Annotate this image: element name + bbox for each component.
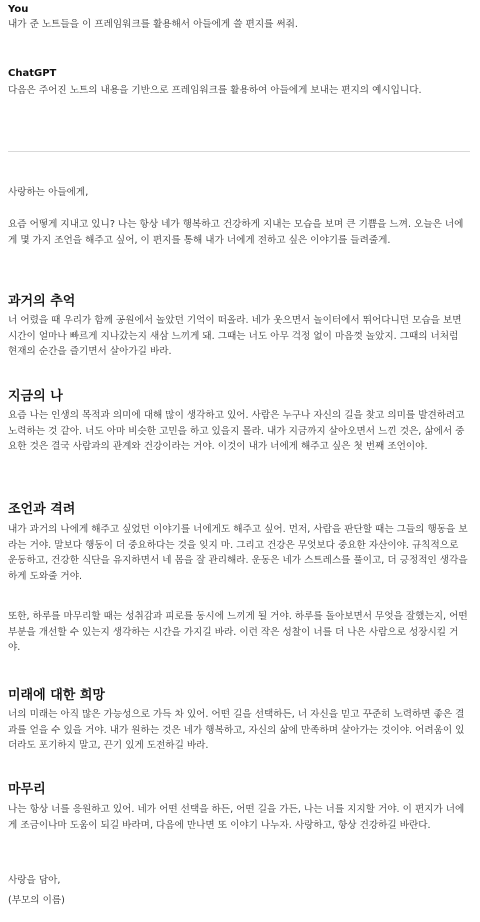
section-body-present: 요즘 나는 인생의 목적과 의미에 대해 많이 생각하고 있어. 사람은 누구나 자신의 길을 찾고 의미를 발견하려고 노력하는 것 같아. 너도 아마 비슷한 고민을 하고 있을지 몰라. 내가 지금까지 살아오면서 느낀 것은, 삶에서 중요한 것은 결국 사람과의 관계와 건강이라는 거야. 이것이 내가 너에게 해주고 싶은 첫 번째 조언이야.	[8, 410, 465, 452]
letter-greeting: 사랑하는 아들에게,	[8, 187, 89, 198]
section-body-closing: 나는 항상 너를 응원하고 있어. 네가 어떤 선택을 하든, 어떤 길을 가든, 나는 너를 지지할 거야. 이 편지가 너에게 조금이나마 도움이 되길 바라며, 다음에 만나면 또 이야기 나누자. 사랑하고, 항상 건강하길 바란다.	[8, 804, 465, 831]
assistant-message	[8, 68, 470, 99]
section-title-past: 과거의 추억	[8, 294, 76, 309]
section-body-advice-2: 또한, 하루를 마무리할 때는 성취감과 피로를 동시에 느끼게 될 거야. 하루를 돌아보면서 무엇을 잘했는지, 어떤 부분을 개선할 수 있는지 생각하는 시간을 가지길 바라. 이런 작은 성찰이 너를 더 나은 사람으로 성장시킬 거야.	[8, 611, 468, 653]
user-message	[8, 4, 470, 33]
letter-closing: 사랑을 담아,	[8, 875, 61, 886]
section-body-past: 너 어렸을 때 우리가 함께 공원에서 놀았던 기억이 떠올라. 네가 웃으면서 놀이터에서 뛰어다니던 모습을 보면 시간이 얼마나 빠르게 지나갔는지 새삼 느끼게 돼. 그때는 너도 아무 걱정 없이 마음껏 놀았지. 그때의 너처럼 현재의 순간을 즐기면서 살아가길 바라.	[8, 315, 462, 357]
divider	[8, 151, 470, 152]
section-body-advice: 내가 과거의 나에게 해주고 싶었던 이야기를 너에게도 해주고 싶어. 먼저, 사람을 판단할 때는 그들의 행동을 보라는 거야. 말보다 행동이 더 중요하다는 것을 잊지 마. 그리고 건강은 무엇보다 중요한 자산이야. 규칙적으로 운동하고, 건강한 식단을 유지하면서 네 몸을 잘 관리해라. 운동은 네가 스트레스를 풀이고, 더 긍정적인 생각을 하게 도와줄 거야.	[8, 524, 468, 582]
user-message-text[interactable]: 내가 준 노트들을 이 프레임워크를 활용해서 아들에게 쓸 편지를 써줘.	[8, 19, 298, 30]
assistant-intro-text[interactable]: 다음은 주어진 노트의 내용을 기반으로 프레임워크를 활용하여 아들에게 보내는 편지의 예시입니다.	[8, 85, 422, 96]
letter-opening: 요즘 어떻게 지내고 있니? 나는 항상 네가 행복하고 건강하게 지내는 모습을 보며 큰 기쁨을 느껴. 오늘은 너에게 몇 가지 조언을 해주고 싶어, 이 편지를 통해 내가 너에게 전하고 싶은 이야기를 들려줄게.	[8, 219, 464, 246]
section-title-future: 미래에 대한 희망	[8, 688, 105, 703]
section-title-closing: 마무리	[8, 782, 46, 797]
letter-signature: (부모의 이름)	[8, 895, 65, 906]
section-body-future: 너의 미래는 아직 많은 가능성으로 가득 차 있어. 어떤 길을 선택하든, 너 자신을 믿고 꾸준히 노력하면 좋은 결과를 얻을 수 있을 거야. 내가 원하는 것은 네가 행복하고, 자신의 삶에 만족하며 살아가는 것이야. 어려움이 있더라도 포기하지 말고, 끈기 있게 도전하길 바라.	[8, 709, 465, 751]
section-title-advice: 조언과 격려	[8, 502, 76, 517]
assistant-speaker-label: ChatGPT	[8, 68, 57, 79]
user-speaker-label: You	[8, 4, 29, 15]
section-title-present: 지금의 나	[8, 389, 63, 404]
